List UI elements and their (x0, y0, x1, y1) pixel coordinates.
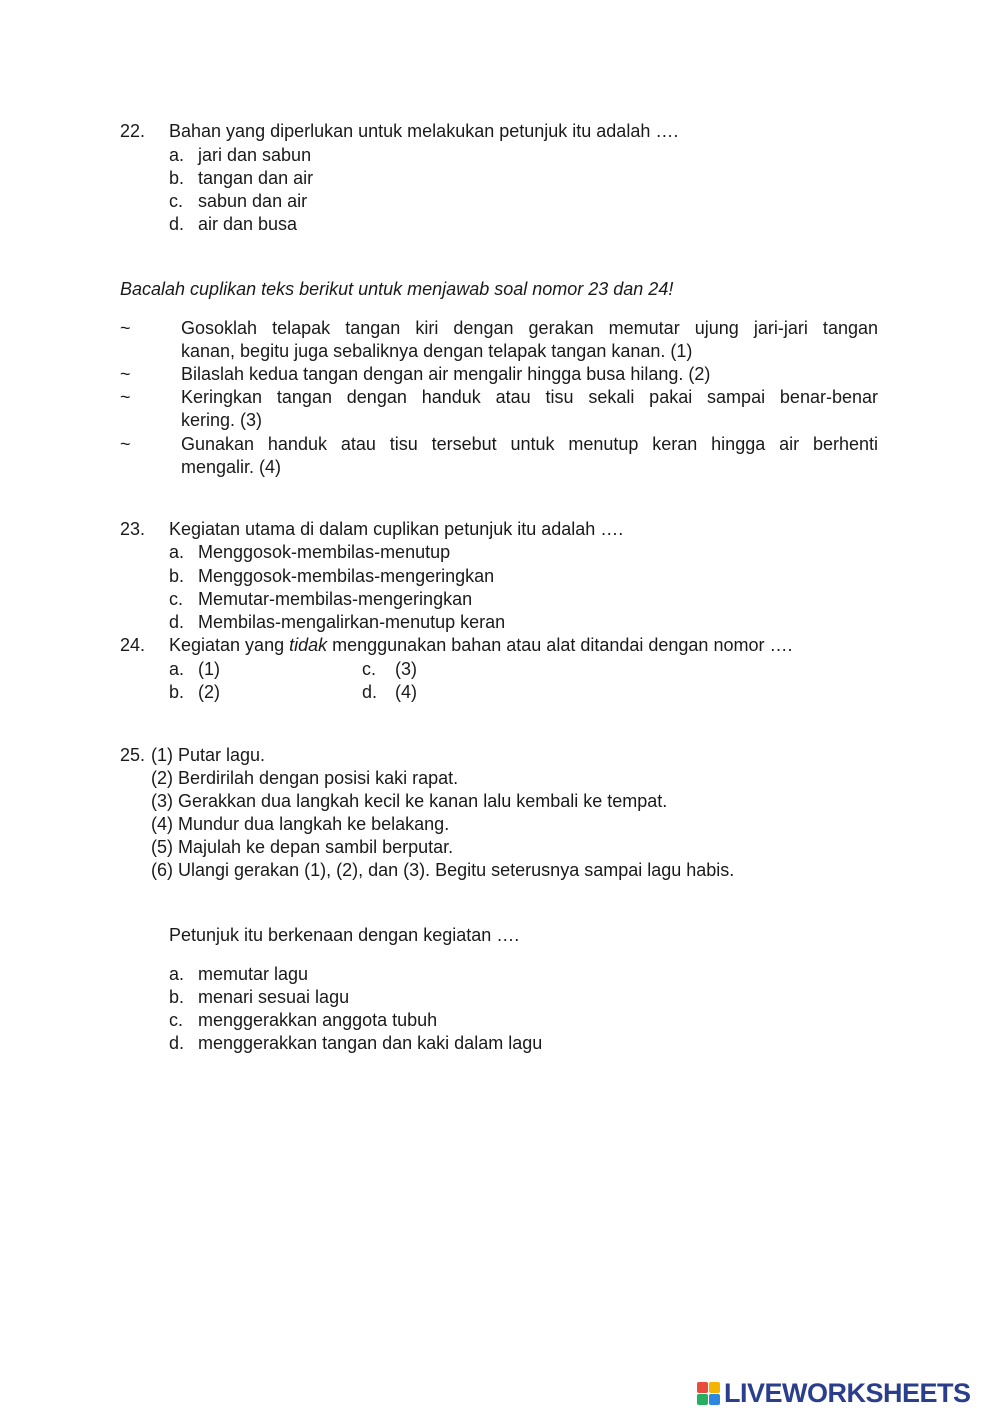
q23-question: Kegiatan utama di dalam cuplikan petunjuk itu adalah …. (169, 519, 624, 539)
q24-question (169, 634, 792, 657)
q24-option-c-text[interactable]: (3) (395, 659, 417, 679)
q24-text-italic: tidak (289, 635, 328, 655)
q25-step-1: (1) Putar lagu. (151, 745, 266, 765)
passage-bullet-4: ~ (120, 434, 131, 454)
q23-option-a-text[interactable]: Menggosok-membilas-menutup (198, 542, 451, 562)
passage-bullet-2: ~ (120, 364, 131, 384)
q22-option-b-text[interactable]: tangan dan air (198, 168, 314, 188)
q25-number: 25. (120, 745, 146, 765)
q24-option-b-text[interactable]: (2) (198, 682, 220, 702)
q25-step-4: (4) Mundur dua langkah ke belakang. (151, 814, 450, 834)
q25-option-a-letter[interactable]: a. (169, 964, 185, 984)
q25-step-2: (2) Berdirilah dengan posisi kaki rapat. (151, 768, 459, 788)
passage-intro: Bacalah cuplikan teks berikut untuk menjawab soal nomor 23 dan 24! (120, 279, 674, 299)
q24-number: 24. (120, 635, 146, 655)
q22-option-d-letter[interactable]: d. (169, 214, 185, 234)
q24-option-a-letter[interactable]: a. (169, 659, 185, 679)
logo-tile-3 (697, 1394, 708, 1405)
passage-bullet-3: ~ (120, 387, 131, 407)
q22-option-d-text[interactable]: air dan busa (198, 214, 298, 234)
q23-option-a-letter[interactable]: a. (169, 542, 185, 562)
logo-tile-4 (709, 1394, 720, 1405)
q22-option-a-letter[interactable]: a. (169, 145, 185, 165)
q25-option-c-text[interactable]: menggerakkan anggota tubuh (198, 1010, 438, 1030)
q24-option-d-letter[interactable]: d. (362, 682, 378, 702)
q22-option-c-text[interactable]: sabun dan air (198, 191, 308, 211)
passage-line-2: kanan, begitu juga sebaliknya dengan telapak tangan kanan. (1) (181, 341, 693, 361)
passage-bullet-1: ~ (120, 318, 131, 338)
q25-option-b-text[interactable]: menari sesuai lagu (198, 987, 350, 1007)
q23-option-c-letter[interactable]: c. (169, 589, 184, 609)
passage-line-3: Bilaslah kedua tangan dengan air mengalir hingga busa hilang. (2) (181, 364, 711, 384)
q25-option-d-letter[interactable]: d. (169, 1033, 185, 1053)
passage-line-7: mengalir. (4) (181, 457, 282, 477)
q25-option-a-text[interactable]: memutar lagu (198, 964, 309, 984)
passage-line-4: Keringkan tangan dengan handuk atau tisu sekali pakai sampai benar-benar (181, 387, 878, 407)
q23-option-d-text[interactable]: Membilas-mengalirkan-menutup keran (198, 612, 506, 632)
q24-option-c-letter[interactable]: c. (362, 659, 377, 679)
q22-option-b-letter[interactable]: b. (169, 168, 185, 188)
q25-option-d-text[interactable]: menggerakkan tangan dan kaki dalam lagu (198, 1033, 543, 1053)
q22-option-c-letter[interactable]: c. (169, 191, 184, 211)
q22-number: 22. (120, 121, 146, 141)
passage-line-5: kering. (3) (181, 410, 263, 430)
passage-line-6: Gunakan handuk atau tisu tersebut untuk menutup keran hingga air berhenti (181, 434, 878, 454)
q23-option-d-letter[interactable]: d. (169, 612, 185, 632)
q25-question: Petunjuk itu berkenaan dengan kegiatan …. (169, 925, 520, 945)
q22-question: Bahan yang diperlukan untuk melakukan petunjuk itu adalah …. (169, 121, 679, 141)
passage-line-1: Gosoklah telapak tangan kiri dengan gerakan memutar ujung jari-jari tangan (181, 318, 878, 338)
q24-option-b-letter[interactable]: b. (169, 682, 185, 702)
liveworksheets-logo (697, 1377, 971, 1409)
q23-number: 23. (120, 519, 146, 539)
logo-text: LIVEWORKSHEETS (724, 1378, 971, 1408)
q25-step-5: (5) Majulah ke depan sambil berputar. (151, 837, 454, 857)
q23-option-c-text[interactable]: Memutar-membilas-mengeringkan (198, 589, 473, 609)
q25-option-b-letter[interactable]: b. (169, 987, 185, 1007)
q25-step-6: (6) Ulangi gerakan (1), (2), dan (3). Begitu seterusnya sampai lagu habis. (151, 860, 735, 880)
q22-option-a-text[interactable]: jari dan sabun (198, 145, 312, 165)
logo-tiles-icon (697, 1382, 720, 1405)
logo-tile-1 (697, 1382, 708, 1393)
q24-text-after: menggunakan bahan atau alat ditandai dengan nomor …. (327, 635, 793, 655)
q24-text-before: Kegiatan yang (169, 635, 290, 655)
logo-tile-2 (709, 1382, 720, 1393)
q23-option-b-text[interactable]: Menggosok-membilas-mengeringkan (198, 566, 495, 586)
q24-option-a-text[interactable]: (1) (198, 659, 220, 679)
q24-option-d-text[interactable]: (4) (395, 682, 417, 702)
q25-option-c-letter[interactable]: c. (169, 1010, 184, 1030)
q25-step-3: (3) Gerakkan dua langkah kecil ke kanan lalu kembali ke tempat. (151, 791, 668, 811)
q23-option-b-letter[interactable]: b. (169, 566, 185, 586)
